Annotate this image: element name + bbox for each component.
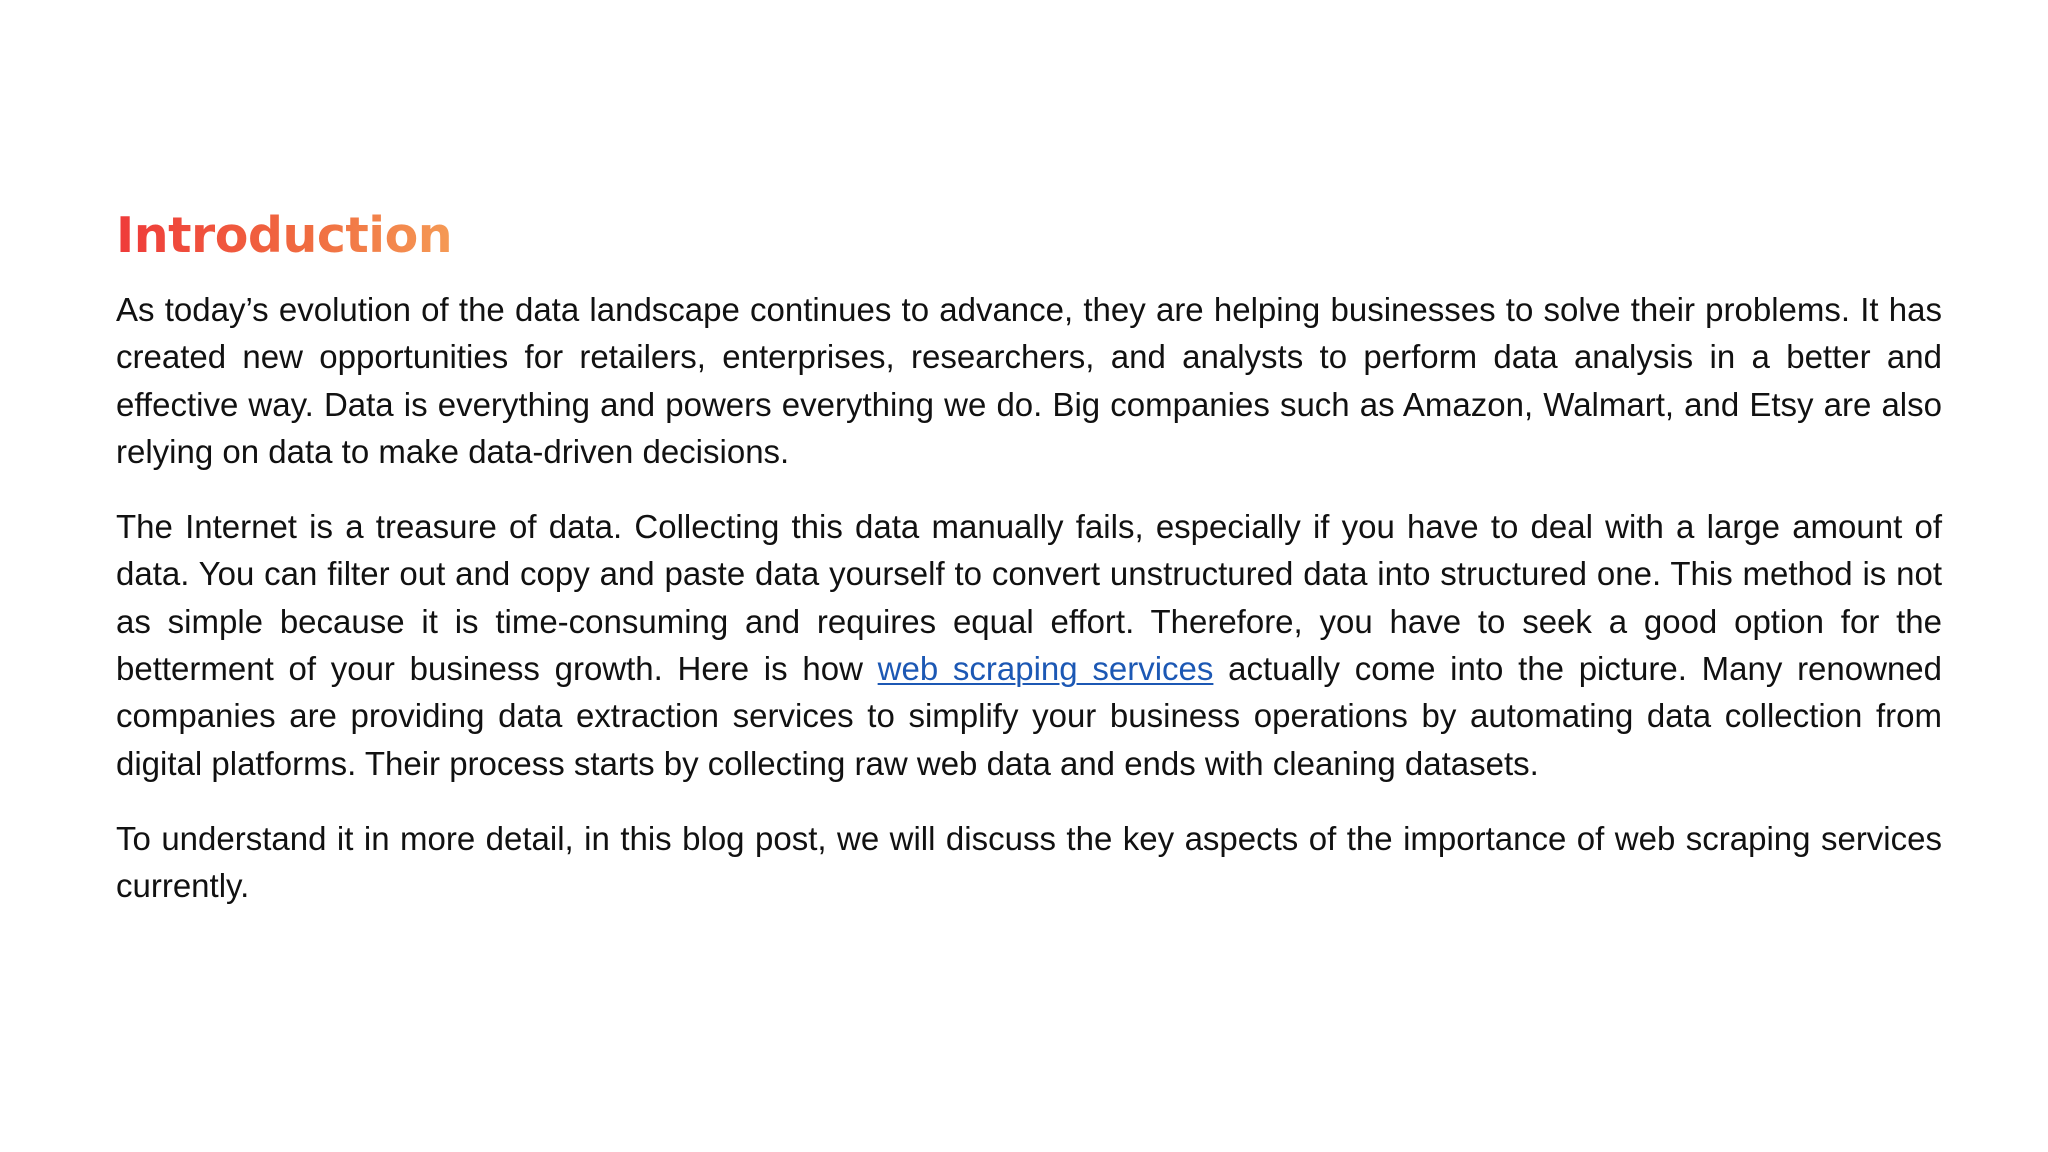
section-heading: Introduction — [116, 204, 452, 268]
paragraph-text: actually come into the picture. Many renowned companies are providing data extraction services to simplify your business operations by automating data collection from digital platforms. Their process starts by collecting raw web data and ends with cleaning datasets. — [116, 650, 1943, 782]
paragraph-internet — [116, 503, 1942, 787]
web-scraping-services-link[interactable]: web scraping services — [877, 650, 1214, 688]
paragraph-intro: As today’s evolution of the data landscape continues to advance, they are helping businesses to solve their problems. It has created new opportunities for retailers, enterprises, researchers, and analysts to perform data analysis in a better and effective way. Data is everything and powers everything we do. Big companies such as Amazon, Walmart, and Etsy are also relying on data to make data-driven decisions. — [116, 291, 1942, 470]
paragraph-conclusion: To understand it in more detail, in this blog post, we will discuss the key aspects of the importance of web scraping services currently. — [116, 819, 1942, 905]
paragraph-text: The Internet is a treasure of data. Collecting this data manually fails, especially if you have to deal with a large amount of data. You can filter out and copy and paste data yourself to convert unstructured data into structured one. This method is not as simple because it is time-consuming and requires equal effort. Therefore, you have to seek a good option for the betterment of your business growth. Here is how — [116, 508, 1942, 688]
article-body — [116, 204, 1942, 938]
